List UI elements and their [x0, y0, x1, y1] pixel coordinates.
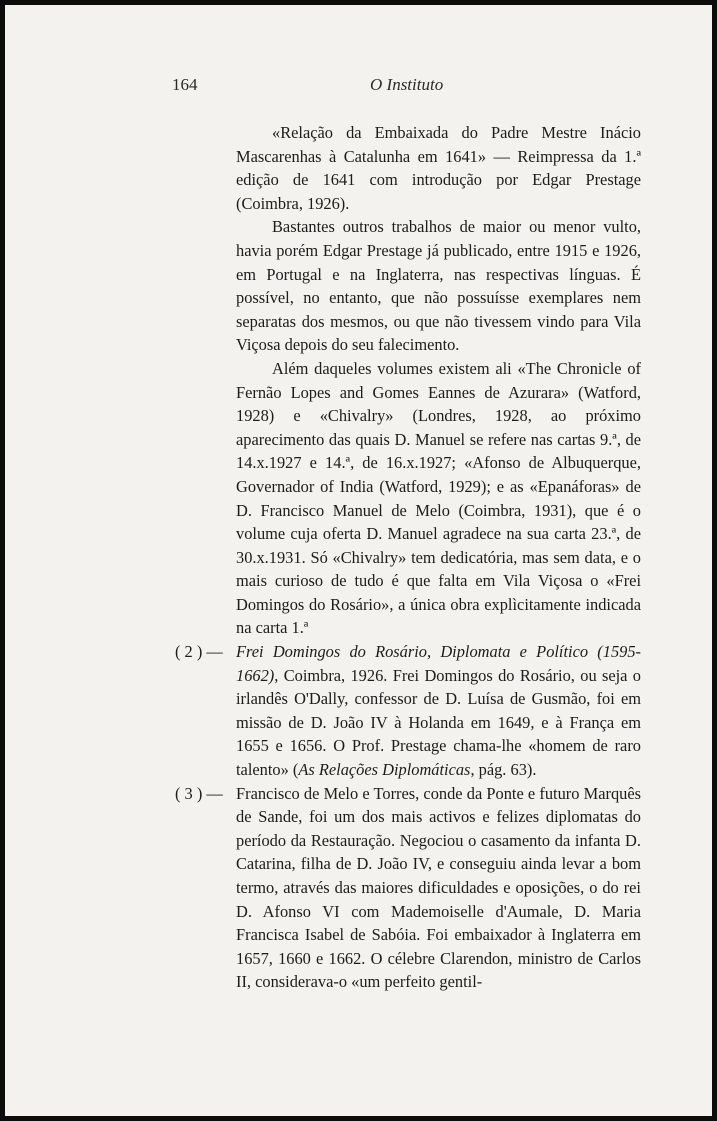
footnote-title: Frei Domingos do Rosário, Diplomata e Político (1595-1662): [236, 642, 641, 685]
footnote-3: [5, 782, 712, 994]
body-paragraph-3: Além daqueles volumes existem ali «The Chronicle of Fernão Lopes and Gomes Eannes de Azurara» (Watford, 1928) e «Chivalry» (Londres, 1928, ao próximo aparecimento das quais D. Manuel se refere nas cartas 9.ª, de 14.x.1927 e 14.ª, de 16.x.1927; «Afonso de Albuquerque, Governador of India (Watford, 1929); e as «Epanáforas» de D. Francisco Manuel de Melo (Coimbra, 1931), que é o volume cuja oferta D. Manuel agradece na sua carta 23.ª, de 30.x.1931. Só «Chivalry» tem dedicatória, mas sem data, e o mais curioso de tudo é que falta em Vila Viçosa o «Frei Domingos do Rosário», a única obra explìcitamente indicada na carta 1.ª: [236, 358, 641, 638]
footnote-text-end: , pág. 63).: [470, 760, 537, 780]
footnote-text: , Coimbra, 1926. Frei Domingos do Rosário, ou seja o irlandês O'Dally, confessor de D. Luísa de Gusmão, foi em missão de D. João IV à Holanda em 1649, e à França em 1655 e 1656. O Prof. Prestage chama-lhe «homem de raro talento» (: [236, 665, 641, 780]
footnote-cited-title: As Relações Diplomáticas: [298, 760, 471, 780]
body-paragraph-2: Bastantes outros trabalhos de maior ou menor vulto, havia porém Edgar Prestage já publicado, entre 1915 e 1926, em Portugal e na Inglaterra, nas respectivas línguas. É possível, no entanto, que não possuísse exemplares nem separatas dos mesmos, ou que não tivessem vindo para Vila Viçosa depois do seu falecimento.: [236, 217, 641, 355]
body-paragraph-1: «Relação da Embaixada do Padre Mestre Inácio Mascarenhas à Catalunha em 1641» — Reimpressa da 1.ª edição de 1641 com introdução por Edgar Prestage (Coimbra, 1926).: [236, 123, 641, 213]
page-number: 164: [172, 75, 198, 94]
running-title: O Instituto: [370, 75, 444, 94]
page-content: [5, 121, 712, 994]
document-page: [5, 5, 712, 1116]
page-header: [5, 75, 712, 99]
footnote-2: [5, 640, 712, 782]
footnote-body: Francisco de Melo e Torres, conde da Ponte e futuro Marquês de Sande, foi um dos mais activos e felizes diplomatas do período da Restauração. Negociou o casamento da infanta D. Catarina, filha de D. João IV, e conseguiu ainda levar a bom termo, através das maiores dificuldades e oposições, o do rei D. Afonso VI com Mademoiselle d'Aumale, D. Maria Francisca Isabel de Sabóia. Foi embaixador à Inglaterra em 1657, 1660 e 1662. O célebre Clarendon, ministro de Carlos II, considerava-o «um perfeito gentil-: [236, 783, 641, 992]
footnote-marker: ( 3 ) —: [175, 783, 223, 803]
footnote-body: [5, 640, 641, 782]
footnote-marker: ( 2 ) —: [175, 642, 223, 662]
